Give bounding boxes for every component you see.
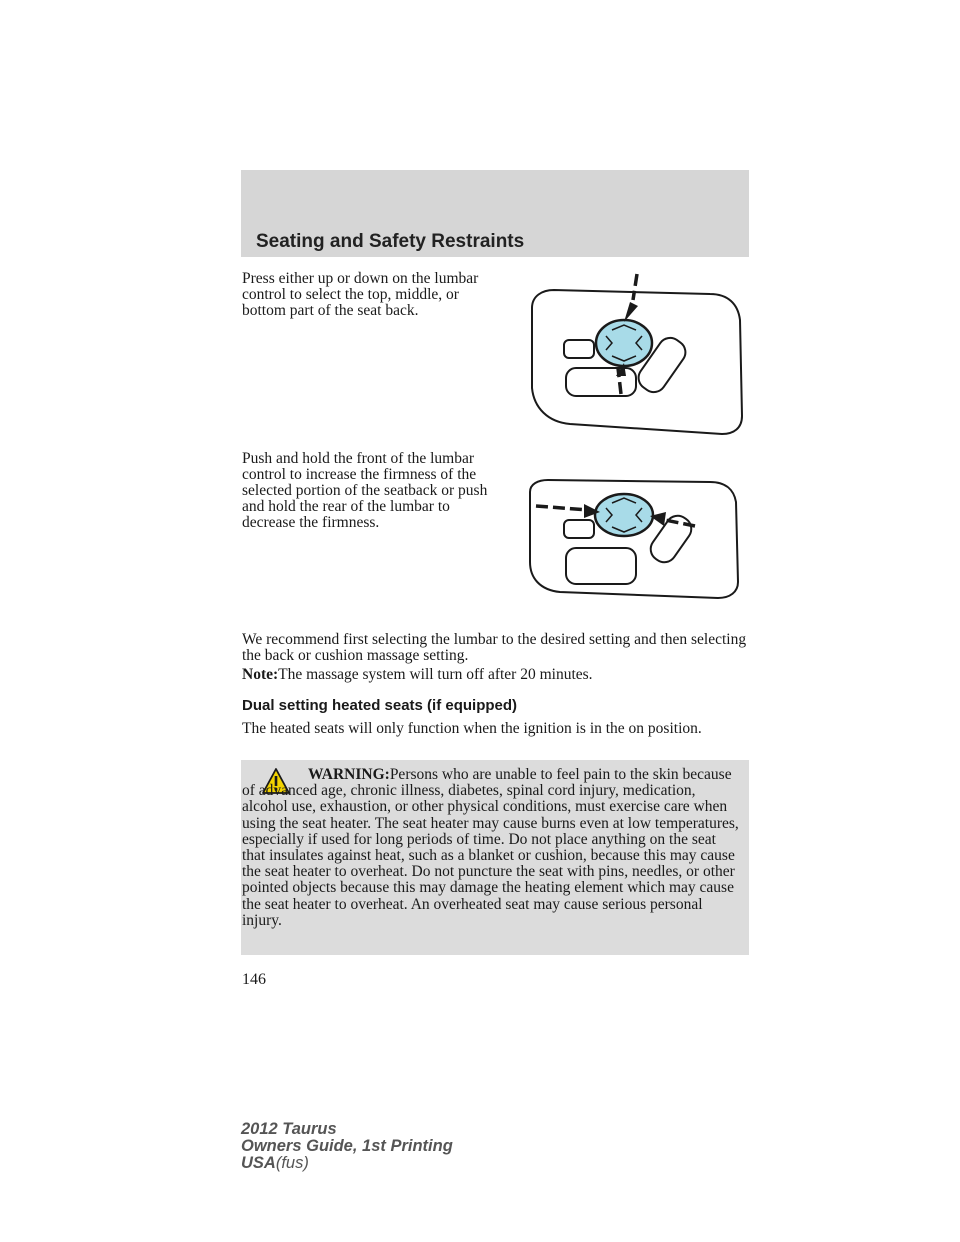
warning-text: [242, 767, 742, 929]
footer: [241, 1121, 453, 1172]
note-label: Note:: [242, 666, 279, 683]
lumbar-up-down-illustration: [520, 268, 755, 438]
page-number: 146: [242, 971, 266, 988]
lumbar-front-rear-illustration: [520, 470, 755, 600]
warning-body: Persons who are unable to feel pain to the skin because of advanced age, chronic illness, diabetes, spinal cord injury, medication, alcohol use, exhaustion, or other physical conditions, must exercise care when using the seat heater. The seat heater may cause burns even at low temperatures, especially if used for long periods of time. Do not place anything on the seat that insulates against heat, such as a blanket or cushion, because this may cause the seat heater to overheat. Do not puncture the seat with pins, needles, or other pointed objects because this may damage the heating element which may cause the seat heater to overheat. An overheated seat may cause serious personal injury.: [242, 766, 739, 929]
footer-region: USA: [241, 1154, 276, 1172]
note-text: The massage system will turn off after 20 minutes.: [278, 666, 593, 683]
footer-code: (fus): [275, 1154, 309, 1172]
note-paragraph: [242, 667, 762, 683]
footer-line-3: [241, 1155, 453, 1172]
section-title: Seating and Safety Restraints: [256, 231, 525, 252]
footer-line-2: Owners Guide, 1st Printing: [241, 1137, 453, 1155]
heated-seats-heading: Dual setting heated seats (if equipped): [242, 697, 518, 714]
lumbar-select-paragraph: Press either up or down on the lumbar control to select the top, middle, or bottom part of the seat back.: [242, 270, 479, 319]
warning-label: WARNING:: [308, 766, 390, 783]
footer-line-1: 2012 Taurus: [241, 1120, 337, 1138]
recommendation-paragraph: We recommend first selecting the lumbar to the desired setting and then selecting the back or cushion massage setting.: [242, 631, 747, 664]
warning-box: [241, 760, 749, 955]
heated-seats-paragraph: The heated seats will only function when the ignition is in the on position.: [242, 720, 702, 737]
lumbar-firmness-paragraph: Push and hold the front of the lumbar control to increase the firmness of the selected portion of the seatback or push and hold the rear of the lumbar to decrease the firmness.: [242, 450, 488, 531]
